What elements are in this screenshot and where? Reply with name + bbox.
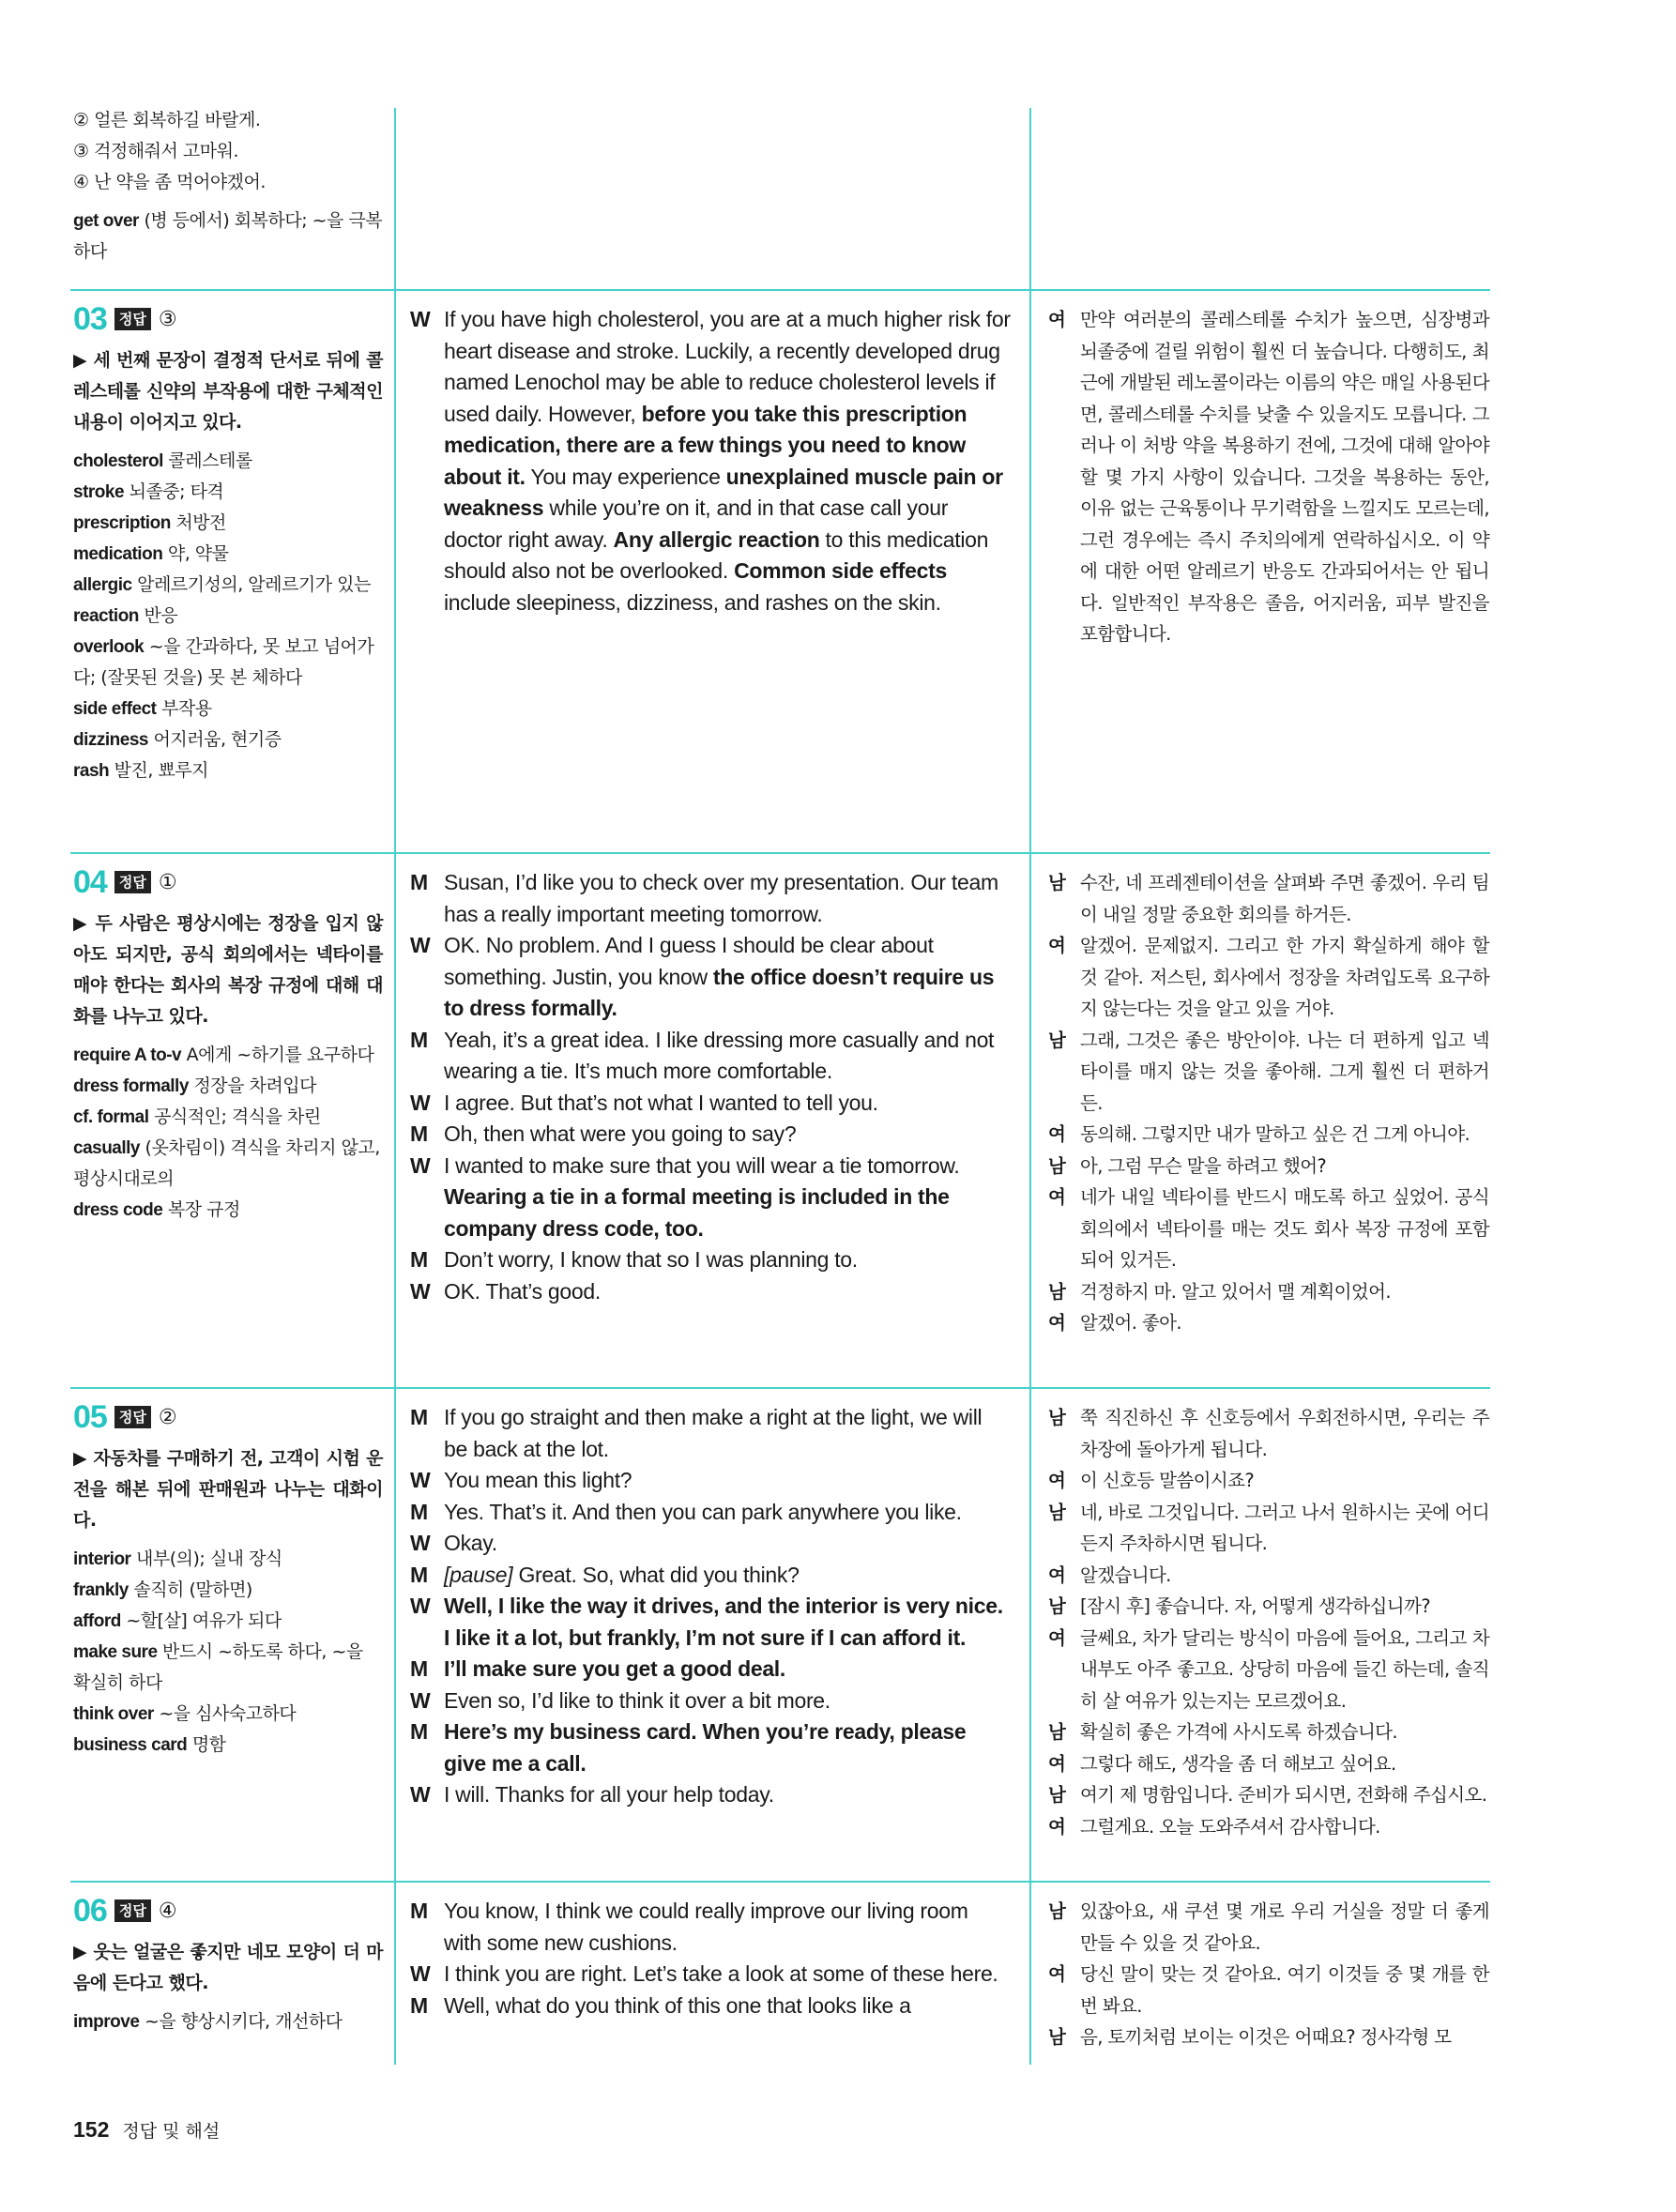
translation-line: [1048, 1025, 1489, 1120]
page-footer: [73, 2117, 220, 2143]
speaker-label: 여: [1048, 309, 1066, 330]
speaker-label: W: [410, 1782, 431, 1807]
answer-choice: ①: [158, 870, 177, 894]
translation-text: 알겠습니다.: [1080, 1564, 1171, 1586]
vocab-term: dress formally: [73, 1076, 189, 1096]
translation-line: [1048, 867, 1489, 930]
speaker-label: 남: [1048, 2026, 1066, 2048]
vocab-term: afford: [73, 1611, 121, 1631]
speaker-label: 남: [1048, 1721, 1066, 1743]
script-line: [410, 1025, 1011, 1088]
speaker-label: W: [410, 1961, 431, 1986]
translation-line: [1048, 1497, 1489, 1560]
prev-choice: ③ 걱정해줘서 고마워.: [73, 141, 238, 161]
vocab-definition: (옷차림이) 격식을 차리지 않고, 평상시대로의: [73, 1137, 380, 1189]
translation-text: 음, 토끼처럼 보이는 이것은 어때요? 정사각형 모: [1080, 2026, 1452, 2048]
script-text: Well, I like the way it drives, and the interior is very nice. I like it a lot, but frankly, I’m not sure if I can afford it.: [444, 1594, 1003, 1650]
script-text: I’ll make sure you get a good deal.: [444, 1656, 785, 1681]
prev-choice: ④ 난 약을 좀 먹어야겠어.: [73, 172, 266, 192]
translation-line: [1048, 1591, 1489, 1623]
script-line: [410, 1991, 1011, 2022]
script-text: Yes. That’s it. And then you can park anywhere you like.: [444, 1499, 962, 1524]
translation-text: 글쎄요, 차가 달리는 방식이 마음에 들어요, 그리고 차 내부도 아주 좋고요. 상당히 마음에 들긴 하는데, 솔직히 살 여유가 있는지는 모르겠어요.: [1080, 1626, 1489, 1712]
speaker-label: 여: [1048, 1963, 1066, 1985]
translation-text: 수잔, 네 프레젠테이션을 살펴봐 주면 좋겠어. 우리 팀이 내일 정말 중요한 회의를 하거든.: [1080, 872, 1489, 925]
translation-text: 당신 말이 맞는 것 같아요. 여기 이것들 중 몇 개를 한 번 봐요.: [1080, 1963, 1489, 2017]
translation-line: [1048, 1623, 1489, 1717]
vocab-definition: 발진, 뾰루지: [109, 760, 209, 781]
script-text: You mean this light?: [444, 1468, 632, 1492]
script-line: [410, 1716, 1011, 1779]
vocab-definition: 어지러움, 현기증: [147, 729, 282, 750]
translation-line: [1048, 1811, 1489, 1843]
script-line: [410, 1560, 1011, 1592]
vocab-definition: ~할[살] 여유가 되다: [120, 1610, 282, 1631]
speaker-label: 여: [1048, 1564, 1066, 1586]
vocab-term: casually: [73, 1138, 140, 1158]
vocab-item: [73, 508, 383, 539]
script-text: OK. No problem. And I guess I should be clear about something. Justin, you know the office doesn’t require us to dress formally.: [444, 933, 995, 1020]
translation-line: [1048, 1119, 1489, 1151]
translation-text: 걱정하지 마. 알고 있어서 맬 계획이었어.: [1080, 1280, 1391, 1303]
speaker-label: M: [410, 1992, 428, 2018]
vocab-term: improve: [73, 2012, 140, 2032]
prev-vocab-item: get over (병 등에서) 회복하다; ~을 극복하다: [73, 210, 383, 262]
script-line: [410, 1654, 1011, 1686]
script-line: [410, 1497, 1011, 1529]
vocab-definition: 정장을 차려입다: [188, 1075, 316, 1096]
translation-line: [1048, 1560, 1489, 1592]
vocab-item: [73, 1730, 383, 1761]
script-text: Oh, then what were you going to say?: [444, 1121, 797, 1146]
speaker-label: 남: [1048, 1407, 1066, 1428]
vocab-item: [73, 1637, 383, 1699]
translation-text: 쭉 직진하신 후 신호등에서 우회전하시면, 우리는 주차장에 돌아가게 됩니다.: [1080, 1407, 1489, 1460]
prev-choice: ② 얼른 회복하길 바랄게.: [73, 110, 261, 130]
script-line: [410, 1244, 1011, 1276]
speaker-label: M: [410, 1247, 428, 1272]
translation-text: 알겠어. 좋아.: [1080, 1312, 1181, 1334]
translation-line: [1048, 1307, 1489, 1339]
translation-text: 알겠어. 문제없지. 그리고 한 가지 확실하게 해야 할 것 같아. 저스틴, 회사에서 정장을 차려입도록 요구하지 않는다는 것을 알고 있을 거야.: [1080, 935, 1489, 1019]
translation-line: [1048, 1896, 1489, 1959]
vocab-term: side effect: [73, 699, 157, 719]
script-line: [410, 1151, 1011, 1245]
script-column: [410, 1896, 1011, 2021]
script-text: Okay.: [444, 1531, 497, 1555]
speaker-label: 여: [1048, 1312, 1066, 1334]
explanation: ▶ 웃는 얼굴은 좋지만 네모 모양이 더 마음에 든다고 했다.: [73, 1942, 383, 1993]
vocab-item: [73, 1102, 383, 1133]
vocab-definition: 공식적인; 격식을 차린: [148, 1106, 321, 1127]
explanation: ▶ 자동차를 구매하기 전, 고객이 시험 운전을 해본 뒤에 판매원과 나누는 대화이다.: [73, 1448, 383, 1531]
speaker-label: 남: [1048, 1280, 1066, 1303]
vocab-item: [73, 1544, 383, 1575]
vocab-item: [73, 1071, 383, 1102]
speaker-label: M: [410, 1899, 428, 1923]
column-divider-left: [394, 108, 396, 2065]
speaker-label: W: [410, 1594, 431, 1618]
translation-line: [1048, 1465, 1489, 1497]
script-text: [pause] Great. So, what did you think?: [444, 1562, 800, 1587]
speaker-label: M: [410, 1562, 428, 1587]
answer-column: [73, 1892, 383, 2037]
speaker-label: W: [410, 1090, 431, 1115]
vocab-item: [73, 1575, 383, 1606]
translation-line: [1048, 1182, 1489, 1276]
script-column: [410, 304, 1011, 618]
translation-line: [1048, 1716, 1489, 1748]
section-divider: [70, 289, 1490, 291]
translation-text: 있잖아요, 새 쿠션 몇 개로 우리 거실을 정말 더 좋게 만들 수 있을 것 같아요.: [1080, 1900, 1489, 1954]
question-number: 03: [73, 300, 107, 337]
vocab-item: [73, 477, 383, 508]
speaker-label: 남: [1048, 1900, 1066, 1922]
section-divider: [70, 852, 1490, 854]
script-line: [410, 930, 1011, 1025]
script-column: [410, 867, 1011, 1307]
vocab-item: [73, 694, 383, 725]
vocab-term: stroke: [73, 482, 125, 502]
answer-badge: 정답: [114, 871, 151, 893]
vocab-term: rash: [73, 761, 110, 781]
speaker-label: W: [410, 1468, 431, 1492]
answer-badge: 정답: [114, 308, 151, 330]
question-header: [73, 1892, 383, 1930]
vocab-definition: A에게 ~하기를 요구하다: [181, 1045, 374, 1065]
page-label: 정답 및 해설: [122, 2121, 221, 2142]
script-line: [410, 304, 1011, 618]
question-number: 04: [73, 863, 107, 900]
speaker-label: W: [410, 1152, 431, 1178]
vocab-item: [73, 446, 383, 477]
vocab-item: [73, 1133, 383, 1195]
script-line: [410, 1896, 1011, 1959]
vocab-definition: 솔직히 (말하면): [128, 1579, 252, 1600]
vocab-definition: ~을 심사숙고하다: [153, 1703, 297, 1724]
speaker-label: W: [410, 307, 431, 331]
script-line: [410, 1779, 1011, 1811]
script-text: Even so, I’d like to think it over a bit more.: [444, 1687, 830, 1713]
speaker-label: M: [410, 1656, 428, 1681]
script-text: If you have high cholesterol, you are at a much higher risk for heart disease and stroke. Luckily, a recently developed drug named Lenochol may be able to reduce cholesterol levels if used daily. However, before you take this prescription medication, there are a few things you need to know about it. You may experience unexplained muscle pain or weakness while you’re on it, and in that case call your doctor right away. Any allergic reaction to this medication should also not be overlooked. Common side effects include sleepiness, dizziness, and rashes on the skin.: [444, 307, 1011, 615]
translation-line: [1048, 2021, 1489, 2053]
speaker-label: 여: [1048, 1186, 1066, 1208]
translation-line: [1048, 1402, 1489, 1465]
vocab-term: cf. formal: [73, 1107, 149, 1127]
script-text: Well, what do you think of this one that looks like a: [444, 1992, 911, 2018]
script-text: I agree. But that’s not what I wanted to tell you.: [444, 1090, 878, 1115]
vocab-definition: 알레르기성의, 알레르기가 있는: [131, 574, 371, 595]
translation-column: [1048, 304, 1489, 650]
vocab-definition: 콜레스테롤: [162, 450, 252, 471]
script-line: [410, 1528, 1011, 1560]
vocab-definition: 부작용: [156, 698, 212, 719]
script-line: [410, 1088, 1011, 1120]
speaker-label: 남: [1048, 1595, 1066, 1617]
vocab-definition: 약, 약물: [162, 543, 229, 564]
answer-column: [73, 863, 383, 1226]
translation-line: [1048, 1151, 1489, 1182]
speaker-label: 여: [1048, 1752, 1066, 1775]
translation-line: [1048, 1779, 1489, 1811]
script-text: Yeah, it’s a great idea. I like dressing more casually and not wearing a tie. It’s much more comfortable.: [444, 1027, 995, 1083]
vocab-term: reaction: [73, 606, 139, 626]
translation-column: [1048, 1402, 1489, 1842]
script-text: Here’s my business card. When you’re ready, please give me a call.: [444, 1719, 967, 1776]
vocab-item: [73, 632, 383, 694]
translation-line: [1048, 1276, 1489, 1308]
speaker-label: W: [410, 933, 431, 957]
answer-choice: ④: [158, 1899, 177, 1923]
vocab-definition: ~을 간과하다, 못 보고 넘어가다; (잘못된 것을) 못 본 체하다: [73, 636, 374, 688]
script-line: [410, 867, 1011, 930]
section-divider: [70, 1881, 1490, 1883]
speaker-label: 여: [1048, 1470, 1066, 1491]
translation-text: 이 신호등 말씀이시죠?: [1080, 1470, 1255, 1491]
translation-text: 그래, 그것은 좋은 방안이야. 나는 더 편하게 입고 넥타이를 매지 않는 것을 좋아해. 그게 훨씬 더 편하거든.: [1080, 1029, 1489, 1114]
vocab-definition: 복장 규정: [162, 1199, 240, 1220]
answer-badge: 정답: [114, 1899, 151, 1922]
translation-text: 여기 제 명함입니다. 준비가 되시면, 전화해 주십시오.: [1080, 1784, 1487, 1806]
vocab-term: dress code: [73, 1200, 163, 1220]
vocab-item: [73, 1040, 383, 1071]
vocab-term: medication: [73, 544, 163, 564]
speaker-label: M: [410, 1121, 428, 1146]
answer-choice: ③: [158, 307, 177, 331]
speaker-label: M: [410, 870, 428, 894]
vocab-term: require A to-v: [73, 1045, 182, 1065]
vocab-item: [73, 1195, 383, 1226]
answer-column: [73, 300, 383, 786]
vocab-item: [73, 601, 383, 632]
vocab-term: make sure: [73, 1642, 158, 1662]
vocab-definition: ~을 향상시키다, 개선하다: [139, 2011, 343, 2032]
vocab-definition: 반드시 ~하도록 하다, ~을 확실히 하다: [73, 1641, 363, 1693]
vocab-definition: 내부(의); 실내 장식: [130, 1548, 282, 1569]
question-number: 05: [73, 1398, 107, 1435]
vocab-item: [73, 725, 383, 755]
section-divider: [70, 1387, 1490, 1389]
translation-line: [1048, 930, 1489, 1025]
script-line: [410, 1959, 1011, 1991]
translation-line: [1048, 304, 1489, 650]
vocab-term: frankly: [73, 1580, 129, 1600]
translation-text: 아, 그럼 무슨 말을 하려고 했어?: [1080, 1154, 1327, 1177]
script-line: [410, 1402, 1011, 1465]
translation-column: [1048, 867, 1489, 1339]
speaker-label: 남: [1048, 1154, 1066, 1177]
speaker-label: M: [410, 1405, 428, 1429]
question-number: 06: [73, 1892, 107, 1929]
answer-badge: 정답: [114, 1406, 151, 1428]
script-text: You know, I think we could really improve our living room with some new cushions.: [444, 1899, 968, 1955]
question-header: [73, 1398, 383, 1436]
vocab-term: overlook: [73, 637, 145, 657]
speaker-label: 여: [1048, 1123, 1066, 1145]
speaker-label: 남: [1048, 1501, 1066, 1523]
translation-text: 그럴게요. 오늘 도와주셔서 감사합니다.: [1080, 1815, 1380, 1838]
vocab-term: dizziness: [73, 730, 148, 750]
speaker-label: 남: [1048, 1029, 1066, 1051]
script-line: [410, 1119, 1011, 1151]
script-line: [410, 1465, 1011, 1497]
speaker-label: 여: [1048, 935, 1066, 956]
script-text: If you go straight and then make a right at the light, we will be back at the lot.: [444, 1405, 983, 1461]
speaker-label: W: [410, 1278, 431, 1304]
speaker-label: 남: [1048, 1784, 1066, 1806]
script-line: [410, 1276, 1011, 1308]
speaker-label: 여: [1048, 1815, 1066, 1838]
translation-text: 네, 바로 그것입니다. 그러고 나서 원하시는 곳에 어디든지 주차하시면 됩니다.: [1080, 1501, 1489, 1554]
explanation: ▶ 두 사람은 평상시에는 정장을 입지 않아도 되지만, 공식 회의에서는 넥타이를 매야 한다는 회사의 복장 규정에 대해 대화를 나누고 있다.: [73, 913, 383, 1027]
script-text: OK. That’s good.: [444, 1278, 601, 1304]
vocab-definition: 뇌졸중; 타격: [124, 481, 224, 502]
script-column: [410, 1402, 1011, 1811]
translation-column: [1048, 1896, 1489, 2053]
column-divider-right: [1029, 108, 1031, 2065]
answer-choice: ②: [158, 1405, 177, 1429]
translation-text: 만약 여러분의 콜레스테롤 수치가 높으면, 심장병과 뇌졸중에 걸릴 위험이 훨씬 더 높습니다. 다행히도, 최근에 개발된 레노콜이라는 이름의 약은 매일 사용된다면, 콜레스테롤 수치를 낮출 수 있을지도 모릅니다. 그러나 이 처방 약을 복용하기 전에, 그것에 대해 알아야 할 몇 가지 사항이 있습니다. 그것을 복용하는 동안, 이유 없는 근육통이나 무기력함을 느낄지도 모르는데, 그런 경우에는 즉시 주치의에게 연락하십시오. 이 약에 대한 어떤 알레르기 반응도 간과되어서는 안 됩니다. 일반적인 부작용은 졸음, 어지러움, 피부 발진을 포함합니다.: [1080, 309, 1489, 645]
explanation: ▶ 세 번째 문장이 결정적 단서로 뒤에 콜레스테롤 신약의 부작용에 대한 구체적인 내용이 이어지고 있다.: [73, 350, 383, 433]
speaker-label: 남: [1048, 872, 1066, 893]
vocab-item: [73, 539, 383, 570]
vocab-item: [73, 570, 383, 601]
speaker-label: M: [410, 1027, 428, 1052]
vocab-item: [73, 1699, 383, 1730]
vocab-definition: 반응: [138, 605, 178, 626]
script-line: [410, 1686, 1011, 1717]
script-text: Susan, I’d like you to check over my presentation. Our team has a really important meeting tomorrow.: [444, 870, 998, 926]
translation-text: 확실히 좋은 가격에 사시도록 하겠습니다.: [1080, 1721, 1398, 1743]
answer-column: [73, 1398, 383, 1761]
translation-text: 그렇다 해도, 생각을 좀 더 해보고 싶어요.: [1080, 1752, 1396, 1775]
vocab-item: [73, 755, 383, 786]
translation-line: [1048, 1748, 1489, 1780]
translation-text: 동의해. 그렇지만 내가 말하고 싶은 건 그게 아니야.: [1080, 1123, 1470, 1145]
prev-section: [73, 105, 383, 267]
vocab-term: allergic: [73, 575, 132, 595]
speaker-label: W: [410, 1531, 431, 1555]
script-line: [410, 1591, 1011, 1654]
vocab-term: interior: [73, 1549, 131, 1569]
speaker-label: M: [410, 1719, 428, 1744]
script-text: I think you are right. Let’s take a look at some of these here.: [444, 1961, 998, 1986]
question-header: [73, 863, 383, 901]
vocab-term: cholesterol: [73, 451, 163, 471]
translation-text: [잠시 후] 좋습니다. 자, 어떻게 생각하십니까?: [1080, 1595, 1430, 1617]
script-text: Don’t worry, I know that so I was planning to.: [444, 1247, 858, 1272]
translation-text: 네가 내일 넥타이를 반드시 매도록 하고 싶었어. 공식 회의에서 넥타이를 매는 것도 회사 복장 규정에 포함되어 있거든.: [1080, 1186, 1489, 1271]
vocab-term: think over: [73, 1704, 154, 1724]
question-header: [73, 300, 383, 338]
speaker-label: W: [410, 1687, 431, 1713]
vocab-definition: 처방전: [170, 512, 226, 533]
speaker-label: M: [410, 1499, 428, 1524]
vocab-item: [73, 2006, 383, 2037]
vocab-term: business card: [73, 1735, 188, 1755]
script-text: I will. Thanks for all your help today.: [444, 1782, 774, 1807]
speaker-label: 여: [1048, 1626, 1066, 1649]
translation-line: [1048, 1959, 1489, 2021]
vocab-item: [73, 1606, 383, 1637]
script-text: I wanted to make sure that you will wear a tie tomorrow. Wearing a tie in a formal meeting is included in the company dress code, too.: [444, 1152, 960, 1241]
page-number: 152: [73, 2117, 110, 2142]
vocab-term: prescription: [73, 513, 171, 533]
vocab-definition: 명함: [187, 1734, 226, 1755]
